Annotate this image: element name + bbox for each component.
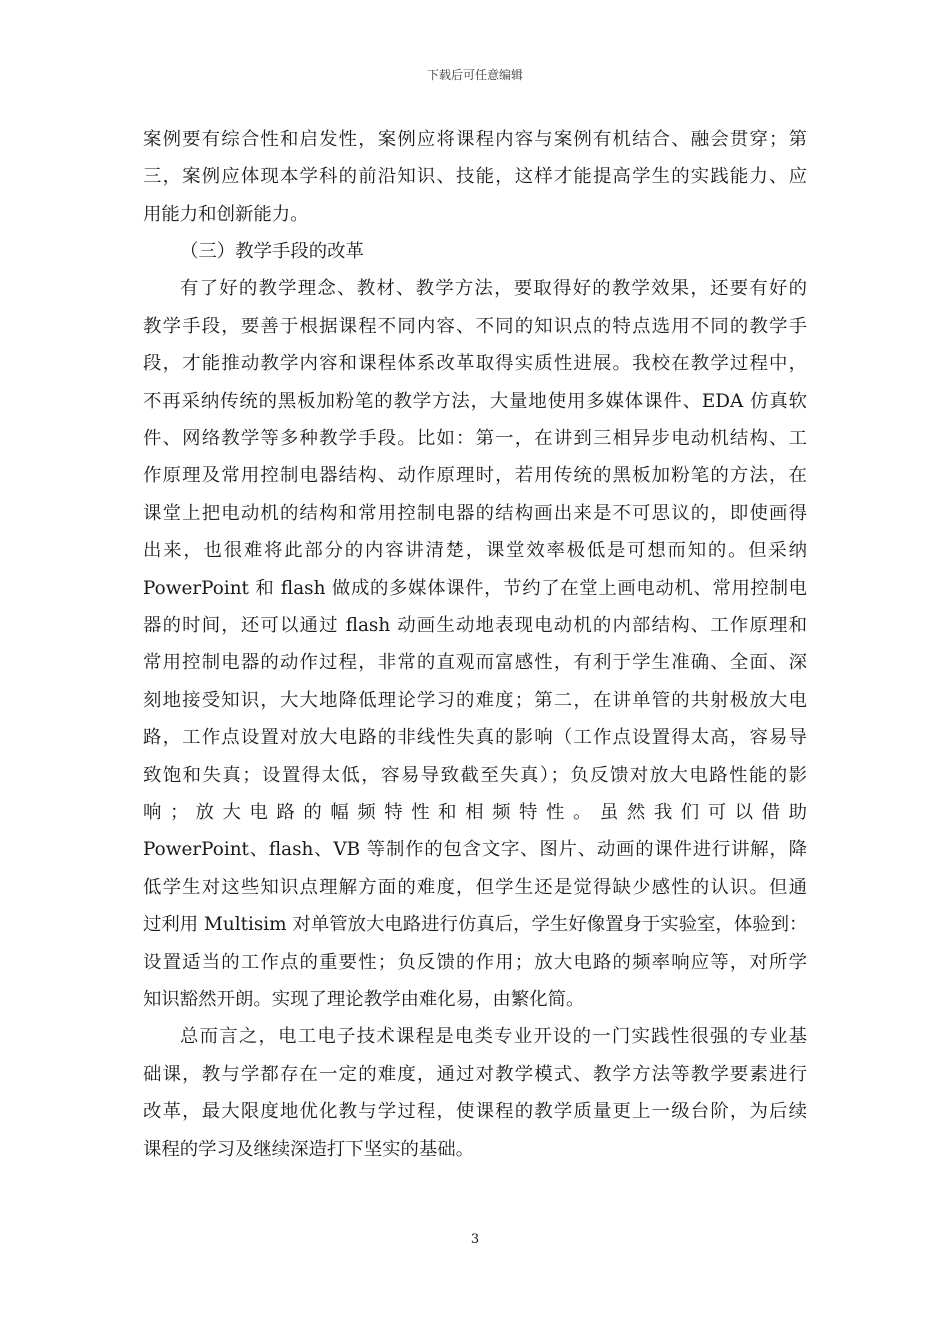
page-header: 下载后可任意编辑 — [426, 68, 523, 82]
text-line: 致饱和失真；设置得太低，容易导致截至失真）；负反馈对放大电路性能的影 — [143, 765, 807, 786]
text-line: 三，案例应体现本学科的前沿知识、技能，这样才能提高学生的实践能力、应 — [143, 166, 807, 187]
text-line: 出来，也很难将此部分的内容讲清楚，课堂效率极低是可想而知的。但采纳 — [143, 540, 807, 561]
section-heading: （三）教学手段的改革 — [180, 241, 364, 262]
text-line: 过利用 Multisim 对单管放大电路进行仿真后，学生好像置身于实验室，体验到： — [143, 914, 808, 935]
text-line: 有了好的教学理念、教材、教学方法，要取得好的教学效果，还要有好的 — [180, 278, 807, 299]
text-line: 础课，教与学都存在一定的难度，通过对教学模式、教学方法等教学要素进行 — [143, 1064, 807, 1085]
text-line: 器的时间，还可以通过 flash 动画生动地表现电动机的内部结构、工作原理和 — [143, 615, 807, 636]
text-line: PowerPoint 和 flash 做成的多媒体课件，节约了在堂上画电动机、常用控制电 — [143, 578, 807, 599]
text-line: 路，工作点设置对放大电路的非线性失真的影响（工作点设置得太高，容易导 — [143, 727, 807, 748]
text-line: 刻地接受知识，大大地降低理论学习的难度；第二，在讲单管的共射极放大电 — [143, 690, 807, 711]
text-line: 用能力和创新能力。 — [143, 204, 309, 225]
text-line: 案例要有综合性和启发性，案例应将课程内容与案例有机结合、融会贯穿；第 — [143, 129, 807, 150]
text-line: 知识豁然开朗。实现了理论教学由难化易，由繁化简。 — [143, 989, 585, 1010]
text-line: 课程的学习及继续深造打下坚实的基础。 — [143, 1139, 475, 1160]
text-line: 常用控制电器的动作过程，非常的直观而富感性，有利于学生准确、全面、深 — [143, 652, 807, 673]
text-line: 课堂上把电动机的结构和常用控制电器的结构画出来是不可思议的，即使画得 — [143, 503, 807, 524]
text-line: 教学手段，要善于根据课程不同内容、不同的知识点的特点选用不同的教学手 — [143, 316, 807, 337]
text-line: 低学生对这些知识点理解方面的难度，但学生还是觉得缺少感性的认识。但通 — [143, 877, 807, 898]
text-line: 改革，最大限度地优化教与学过程，使课程的教学质量更上一级台阶，为后续 — [143, 1101, 807, 1122]
text-line: 设置适当的工作点的重要性；负反馈的作用；放大电路的频率响应等，对所学 — [143, 952, 807, 973]
page-number: 3 — [470, 1232, 480, 1247]
text-line: 件、网络教学等多种教学手段。比如：第一，在讲到三相异步电动机结构、工 — [143, 428, 807, 449]
text-line: 总而言之，电工电子技术课程是电类专业开设的一门实践性很强的专业基 — [180, 1026, 807, 1047]
text-line: PowerPoint、flash、VB 等制作的包含文字、图片、动画的课件进行讲解，降 — [143, 839, 807, 860]
text-line: 作原理及常用控制电器结构、动作原理时，若用传统的黑板加粉笔的方法，在 — [143, 465, 807, 486]
text-line: 不再采纳传统的黑板加粉笔的教学方法，大量地使用多媒体课件、EDA 仿真软 — [143, 391, 807, 412]
text-line: 响 ； 放 大 电 路 的 幅 频 特 性 和 相 频 特 性 。 虽 然 我 们 可 以 借 助 — [143, 802, 807, 823]
text-line: 段，才能推动教学内容和课程体系改革取得实质性进展。我校在教学过程中， — [143, 353, 807, 374]
